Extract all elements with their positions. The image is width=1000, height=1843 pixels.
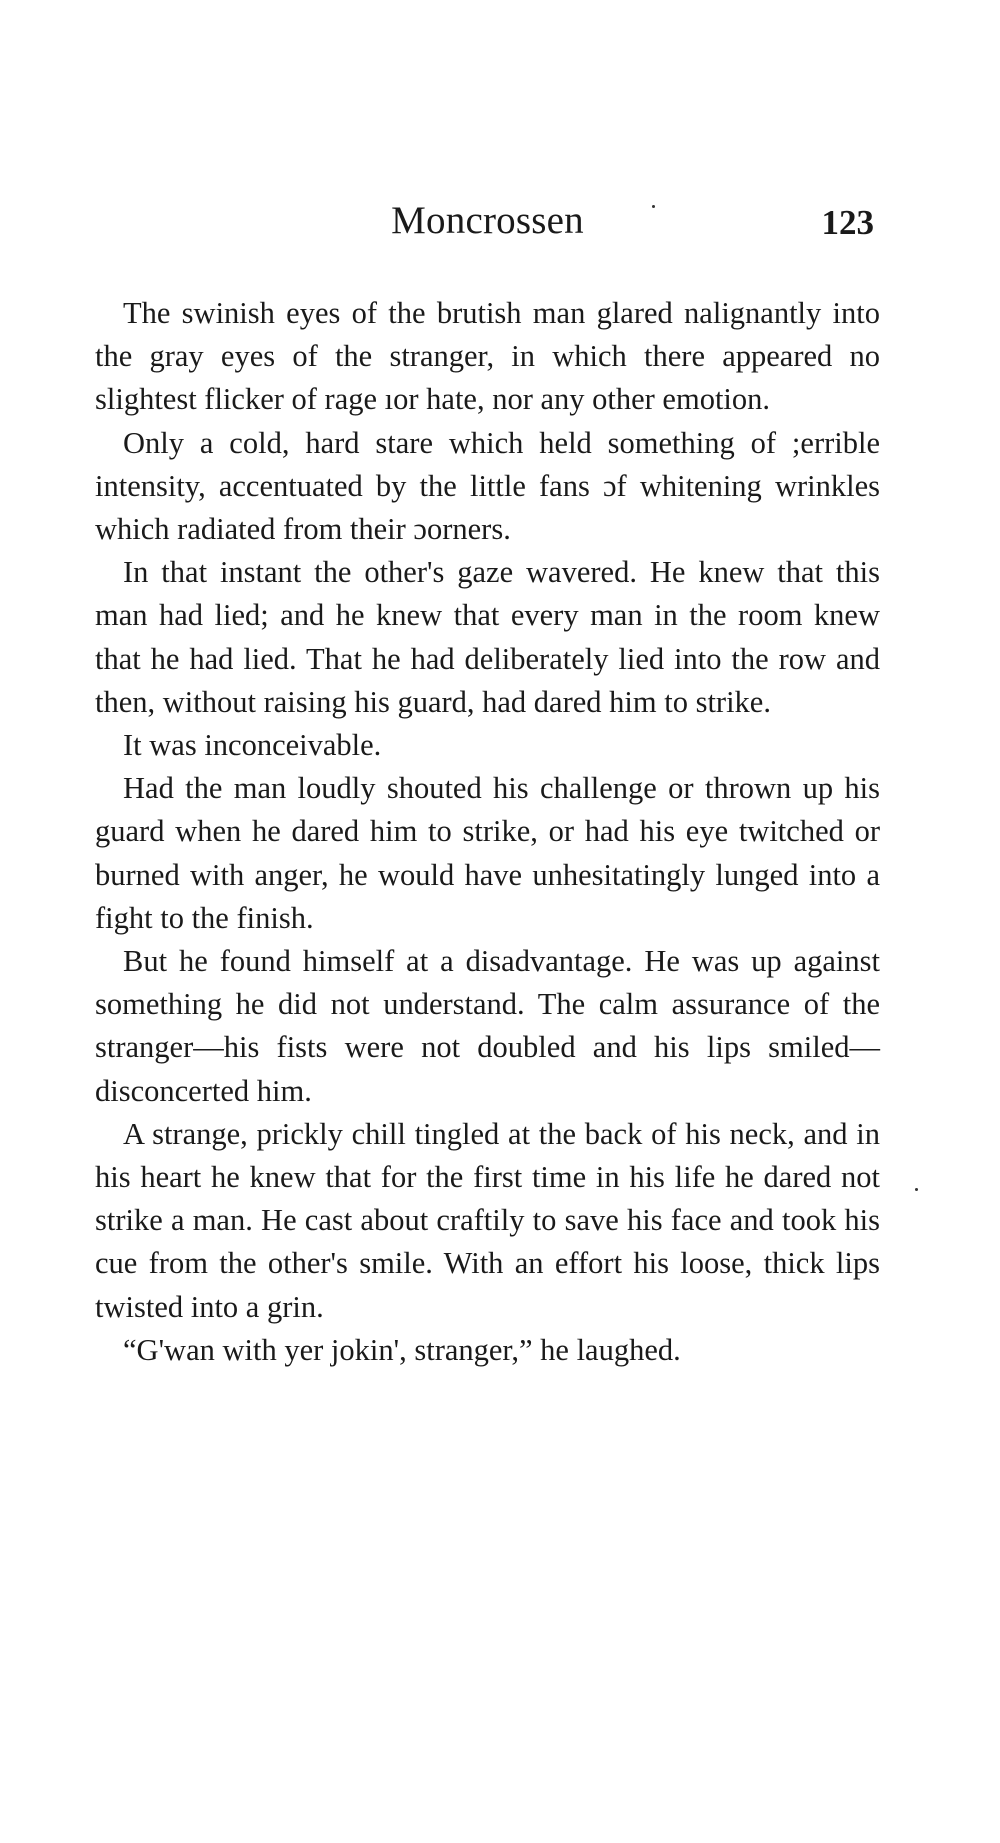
paragraph: Only a cold, hard stare which held something of ;errible intensity, accentuated by the little fans ɔf whitening wrinkles which radiated from their ɔorners. <box>95 425 880 547</box>
paragraph: A strange, prickly chill tingled at the back of his neck, and in his heart he knew that for the first time in his life he dared not strike a man. He cast about craftily to save his face and took his cue from the other's smile. With an effort his loose, thick lips twisted into a grin. <box>95 1116 880 1324</box>
paragraph: It was inconceivable. <box>123 728 382 763</box>
print-speck <box>652 205 655 208</box>
paragraph: Had the man loudly shouted his challenge or thrown up his guard when he dared him to strike, or had his eye twitched or burned with anger, he would have unhesitatingly lunged into a fight to the finish. <box>95 771 880 935</box>
paragraph: In that instant the other's gaze wavered. He knew that this man had lied; and he knew that every man in the room knew that he had lied. That he had deliberately lied into the row and then, without raising his guard, had dared him to strike. <box>95 555 880 719</box>
running-head <box>95 196 880 246</box>
running-title: Moncrossen <box>391 199 584 242</box>
body-text <box>95 292 880 1372</box>
paragraph: The swinish eyes of the brutish man glared nalignantly into the gray eyes of the stranger, in which there appeared no slightest flicker of rage ıor hate, nor any other emotion. <box>95 296 880 417</box>
paragraph: But he found himself at a disadvantage. He was up against something he did not understand. The calm assurance of the stranger—his fists were not doubled and his lips smiled—disconcerted him. <box>95 944 880 1108</box>
page-number: 123 <box>821 203 874 242</box>
paragraph: “G'wan with yer jokin', stranger,” he laughed. <box>123 1332 681 1367</box>
print-speck <box>915 1188 918 1191</box>
